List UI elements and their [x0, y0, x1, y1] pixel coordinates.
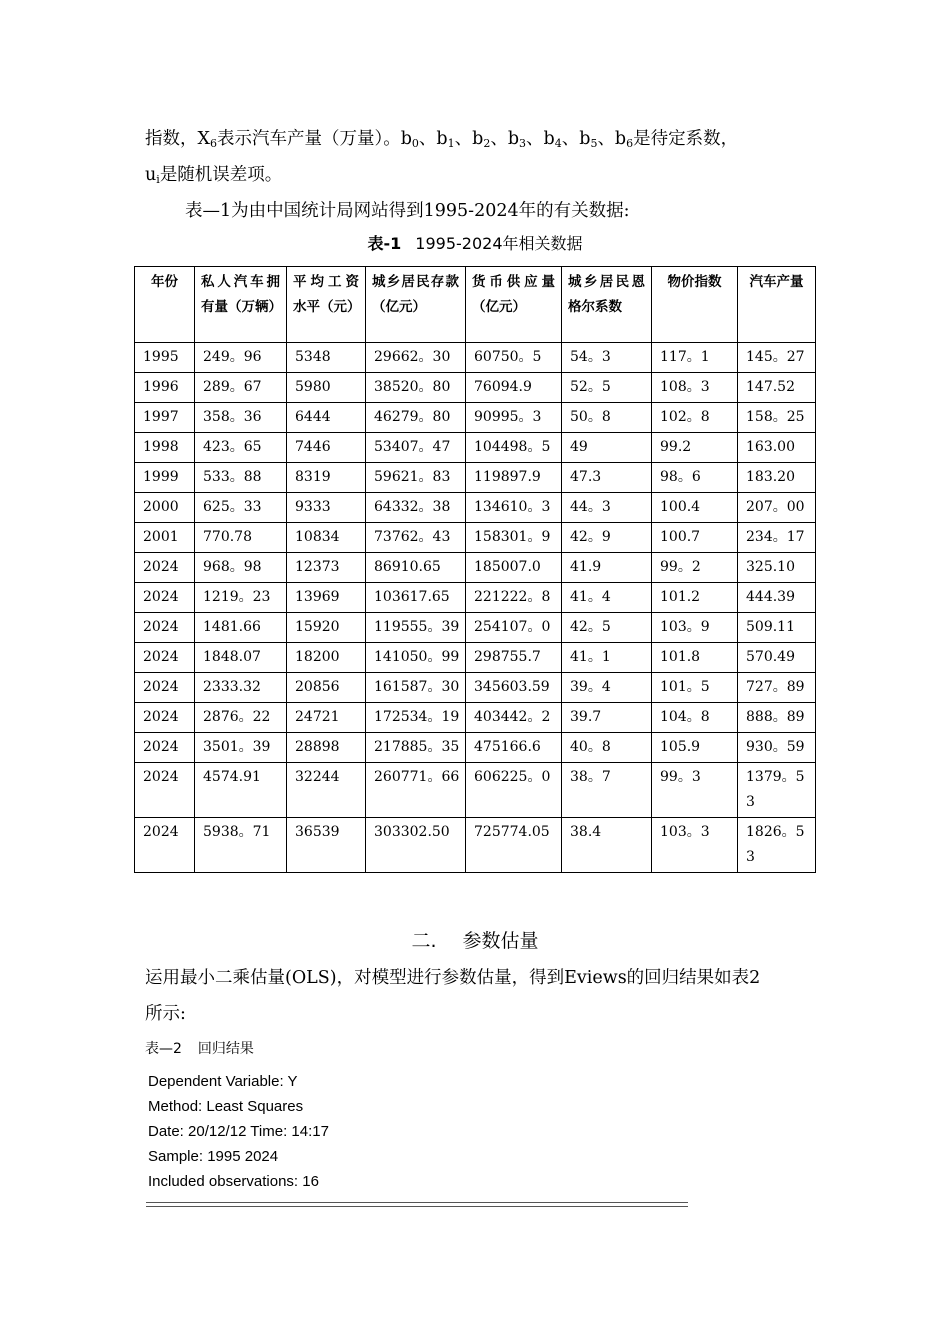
cell-money-supply: 725774.05	[466, 818, 562, 873]
cell-car-production: 1379。53	[738, 763, 816, 818]
cell-year: 2001	[135, 523, 195, 553]
cell-price-index: 101.2	[652, 583, 738, 613]
section-title: 参数估量	[462, 930, 539, 952]
table-2-label: 表—2	[145, 1041, 182, 1057]
cell-price-index: 108。3	[652, 373, 738, 403]
table-row	[135, 673, 816, 703]
cell-deposits: 38520。80	[366, 373, 466, 403]
cell-engel-coefficient: 54。3	[562, 343, 652, 373]
table-1-header-row	[135, 267, 816, 343]
regression-observations: Included observations: 16	[148, 1173, 319, 1190]
cell-car-ownership: 1219。23	[195, 583, 287, 613]
cell-price-index: 99。2	[652, 553, 738, 583]
cell-engel-coefficient: 40。8	[562, 733, 652, 763]
cell-car-ownership: 2333.32	[195, 673, 287, 703]
cell-price-index: 101.8	[652, 643, 738, 673]
cell-car-ownership: 423。65	[195, 433, 287, 463]
table-2-title: 回归结果	[197, 1041, 254, 1057]
header-price-index: 物价指数	[652, 267, 738, 343]
cell-car-production: 234。17	[738, 523, 816, 553]
cell-deposits: 46279。80	[366, 403, 466, 433]
header-deposits: 城乡居民存款（亿元）	[366, 267, 466, 343]
cell-year: 1998	[135, 433, 195, 463]
cell-year: 2024	[135, 643, 195, 673]
cell-year: 2024	[135, 553, 195, 583]
cell-deposits: 103617.65	[366, 583, 466, 613]
table-row	[135, 818, 816, 873]
cell-price-index: 100.4	[652, 493, 738, 523]
cell-money-supply: 119897.9	[466, 463, 562, 493]
header-engel-coefficient: 城乡居民恩格尔系数	[562, 267, 652, 343]
cell-car-production: 509.11	[738, 613, 816, 643]
cell-engel-coefficient: 42。5	[562, 613, 652, 643]
section-2-paragraph-line-1: 运用最小二乘估量(OLS)，对模型进行参数估量，得到Eviews的回归结果如表2	[145, 968, 761, 988]
section-2-paragraph-line-2: 所示:	[145, 1004, 186, 1024]
table-row	[135, 613, 816, 643]
cell-avg-wage: 5980	[287, 373, 366, 403]
cell-engel-coefficient: 49	[562, 433, 652, 463]
intro-line-3: 表—1为由中国统计局网站得到1995-2024年的有关数据:	[185, 201, 630, 221]
cell-money-supply: 158301。9	[466, 523, 562, 553]
table-row	[135, 463, 816, 493]
cell-engel-coefficient: 41。4	[562, 583, 652, 613]
cell-avg-wage: 8319	[287, 463, 366, 493]
table-1-label: 表-1	[367, 234, 402, 253]
cell-avg-wage: 20856	[287, 673, 366, 703]
cell-car-production: 930。59	[738, 733, 816, 763]
cell-car-production: 147.52	[738, 373, 816, 403]
cell-car-ownership: 533。88	[195, 463, 287, 493]
cell-car-production: 888。89	[738, 703, 816, 733]
cell-price-index: 100.7	[652, 523, 738, 553]
cell-engel-coefficient: 50。8	[562, 403, 652, 433]
cell-avg-wage: 7446	[287, 433, 366, 463]
cell-money-supply: 134610。3	[466, 493, 562, 523]
cell-car-production: 183.20	[738, 463, 816, 493]
cell-engel-coefficient: 38.4	[562, 818, 652, 873]
cell-deposits: 141050。99	[366, 643, 466, 673]
table-1-caption	[0, 230, 950, 258]
header-car-production: 汽车产量	[738, 267, 816, 343]
intro-line-2: $u_i$是随机误差项。	[145, 165, 283, 186]
cell-money-supply: 606225。0	[466, 763, 562, 818]
cell-engel-coefficient: 41。1	[562, 643, 652, 673]
cell-year: 2024	[135, 613, 195, 643]
table-1-body	[135, 343, 816, 873]
cell-avg-wage: 9333	[287, 493, 366, 523]
table-row	[135, 703, 816, 733]
cell-deposits: 29662。30	[366, 343, 466, 373]
cell-engel-coefficient: 44。3	[562, 493, 652, 523]
table-row	[135, 493, 816, 523]
table-1	[134, 266, 816, 873]
cell-deposits: 59621。83	[366, 463, 466, 493]
cell-avg-wage: 5348	[287, 343, 366, 373]
cell-car-production: 444.39	[738, 583, 816, 613]
table-1-title: 1995-2024年相关数据	[415, 234, 583, 253]
cell-year: 2024	[135, 673, 195, 703]
regression-date-time: Date: 20/12/12 Time: 14:17	[148, 1123, 329, 1140]
cell-price-index: 104。8	[652, 703, 738, 733]
cell-car-ownership: 1481.66	[195, 613, 287, 643]
cell-engel-coefficient: 38。7	[562, 763, 652, 818]
table-row	[135, 733, 816, 763]
cell-deposits: 303302.50	[366, 818, 466, 873]
section-2-heading	[0, 927, 950, 955]
cell-car-ownership: 249。96	[195, 343, 287, 373]
cell-car-production: 145。27	[738, 343, 816, 373]
cell-year: 2024	[135, 818, 195, 873]
cell-year: 1999	[135, 463, 195, 493]
cell-deposits: 53407。47	[366, 433, 466, 463]
table-row	[135, 373, 816, 403]
cell-price-index: 101。5	[652, 673, 738, 703]
cell-deposits: 64332。38	[366, 493, 466, 523]
table-row	[135, 553, 816, 583]
cell-car-ownership: 625。33	[195, 493, 287, 523]
table-2-caption	[145, 1037, 254, 1061]
cell-money-supply: 475166.6	[466, 733, 562, 763]
cell-price-index: 105.9	[652, 733, 738, 763]
cell-engel-coefficient: 47.3	[562, 463, 652, 493]
cell-deposits: 86910.65	[366, 553, 466, 583]
cell-price-index: 102。8	[652, 403, 738, 433]
cell-deposits: 217885。35	[366, 733, 466, 763]
table-row	[135, 343, 816, 373]
cell-year: 1996	[135, 373, 195, 403]
cell-money-supply: 60750。5	[466, 343, 562, 373]
header-car-ownership: 私人汽车拥有量（万辆）	[195, 267, 287, 343]
cell-deposits: 119555。39	[366, 613, 466, 643]
cell-car-ownership: 968。98	[195, 553, 287, 583]
cell-engel-coefficient: 42。9	[562, 523, 652, 553]
cell-car-production: 727。89	[738, 673, 816, 703]
table-row	[135, 433, 816, 463]
regression-method: Method: Least Squares	[148, 1098, 304, 1115]
cell-year: 2024	[135, 733, 195, 763]
cell-deposits: 161587。30	[366, 673, 466, 703]
cell-avg-wage: 18200	[287, 643, 366, 673]
cell-engel-coefficient: 39。4	[562, 673, 652, 703]
cell-money-supply: 90995。3	[466, 403, 562, 433]
cell-year: 2024	[135, 763, 195, 818]
cell-price-index: 117。1	[652, 343, 738, 373]
cell-car-ownership: 289。67	[195, 373, 287, 403]
cell-engel-coefficient: 41.9	[562, 553, 652, 583]
table-row	[135, 403, 816, 433]
cell-car-production: 570.49	[738, 643, 816, 673]
table-row	[135, 643, 816, 673]
cell-avg-wage: 12373	[287, 553, 366, 583]
cell-year: 2024	[135, 583, 195, 613]
cell-money-supply: 76094.9	[466, 373, 562, 403]
cell-car-production: 163.00	[738, 433, 816, 463]
cell-car-production: 158。25	[738, 403, 816, 433]
divider-rule-bottom	[146, 1206, 688, 1207]
table-row	[135, 583, 816, 613]
cell-avg-wage: 15920	[287, 613, 366, 643]
header-avg-wage: 平均工资水平（元）	[287, 267, 366, 343]
table-row	[135, 763, 816, 818]
cell-car-production: 207。00	[738, 493, 816, 523]
header-money-supply: 货币供应量（亿元）	[466, 267, 562, 343]
cell-year: 2024	[135, 703, 195, 733]
cell-money-supply: 403442。2	[466, 703, 562, 733]
cell-car-ownership: 3501。39	[195, 733, 287, 763]
cell-price-index: 103。3	[652, 818, 738, 873]
regression-sample: Sample: 1995 2024	[148, 1148, 279, 1165]
cell-car-ownership: 5938。71	[195, 818, 287, 873]
cell-avg-wage: 28898	[287, 733, 366, 763]
regression-dependent-variable: Dependent Variable: Y	[148, 1073, 298, 1090]
cell-avg-wage: 32244	[287, 763, 366, 818]
cell-deposits: 260771。66	[366, 763, 466, 818]
cell-money-supply: 345603.59	[466, 673, 562, 703]
cell-money-supply: 104498。5	[466, 433, 562, 463]
cell-car-production: 325.10	[738, 553, 816, 583]
cell-price-index: 99.2	[652, 433, 738, 463]
cell-car-ownership: 770.78	[195, 523, 287, 553]
cell-money-supply: 298755.7	[466, 643, 562, 673]
cell-price-index: 98。6	[652, 463, 738, 493]
cell-avg-wage: 6444	[287, 403, 366, 433]
cell-car-ownership: 358。36	[195, 403, 287, 433]
cell-price-index: 99。3	[652, 763, 738, 818]
cell-engel-coefficient: 52。5	[562, 373, 652, 403]
cell-money-supply: 185007.0	[466, 553, 562, 583]
cell-car-ownership: 1848.07	[195, 643, 287, 673]
table-row	[135, 523, 816, 553]
cell-engel-coefficient: 39.7	[562, 703, 652, 733]
cell-avg-wage: 24721	[287, 703, 366, 733]
cell-year: 2000	[135, 493, 195, 523]
cell-avg-wage: 10834	[287, 523, 366, 553]
cell-avg-wage: 36539	[287, 818, 366, 873]
cell-money-supply: 221222。8	[466, 583, 562, 613]
cell-car-ownership: 2876。22	[195, 703, 287, 733]
cell-price-index: 103。9	[652, 613, 738, 643]
cell-deposits: 172534。19	[366, 703, 466, 733]
section-number: 二.	[411, 930, 437, 952]
intro-line-1: 指数，$X_6$表示汽车产量（万量）。$b_0$、$b_1$、$b_2$、$b_3$、$b_4$、$b_5$、$b_6$是待定系数，	[145, 129, 739, 150]
cell-money-supply: 254107。0	[466, 613, 562, 643]
header-year: 年份	[135, 267, 195, 343]
cell-car-production: 1826。53	[738, 818, 816, 873]
cell-deposits: 73762。43	[366, 523, 466, 553]
divider-rule-top	[146, 1202, 688, 1203]
cell-year: 1995	[135, 343, 195, 373]
cell-car-ownership: 4574.91	[195, 763, 287, 818]
cell-year: 1997	[135, 403, 195, 433]
cell-avg-wage: 13969	[287, 583, 366, 613]
